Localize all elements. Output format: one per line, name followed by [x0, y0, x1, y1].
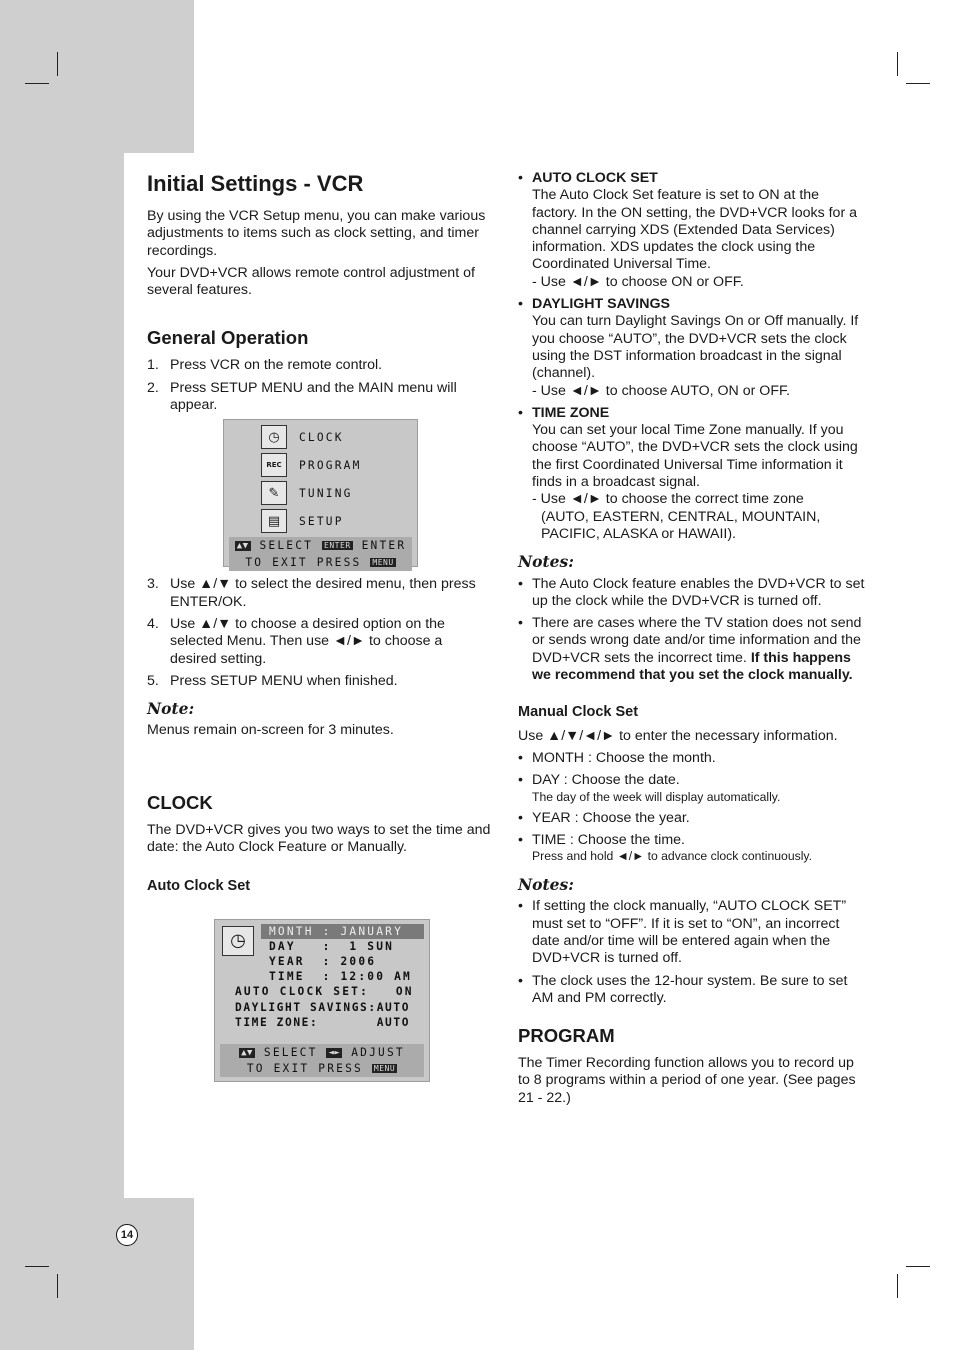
note-emphasis: If this happens we recommend that you set the clock manually.: [532, 649, 853, 684]
bullet: •: [518, 170, 523, 186]
margin-band-top: [0, 0, 194, 153]
clock-setup-screen: [214, 919, 430, 1082]
manual-clock-heading: Manual Clock Set: [518, 704, 639, 721]
step-text: Press SETUP MENU and the MAIN menu will appear.: [170, 379, 457, 414]
crop-mark: [25, 83, 49, 84]
year-row: YEAR : 2006: [269, 955, 377, 969]
crop-mark: [897, 1274, 898, 1298]
note-text: The clock uses the 12-hour system. Be sure to set AM and PM correctly.: [532, 972, 848, 1006]
notes-list: [518, 576, 868, 685]
manual-list: [518, 750, 868, 864]
settings-list: [518, 170, 868, 543]
updown-arrows-icon: ▲▼: [236, 541, 249, 552]
bullet: •: [518, 749, 523, 766]
help-text: ENTER: [352, 539, 407, 553]
note-text: The Auto Clock feature enables the DVD+VCR to set up the clock while the DVD+VCR is turned off.: [532, 575, 865, 609]
program-heading: PROGRAM: [518, 1025, 615, 1047]
help-text: SELECT: [254, 1046, 327, 1060]
day-row: DAY : 1 SUN: [269, 939, 395, 953]
clock-icon: ◷: [222, 926, 254, 956]
main-menu-screen: [223, 419, 418, 567]
menu-item-label: SETUP: [299, 514, 344, 528]
setting-item: [518, 405, 868, 543]
clock-icon: ◷: [261, 425, 287, 449]
bullet: •: [518, 831, 523, 848]
menu-item-clock: [224, 423, 417, 451]
bullet: •: [518, 296, 523, 313]
menu-item-label: PROGRAM: [299, 458, 362, 472]
enter-key-label: ENTER: [324, 541, 351, 551]
setting-use: - Use ◄/► to choose ON or OFF.: [532, 273, 744, 290]
manual-subtext: The day of the week will display automatically.: [532, 789, 781, 804]
step-number: 1.: [147, 357, 159, 374]
step-item: [147, 576, 492, 611]
help-text: TO EXIT PRESS: [246, 1062, 372, 1076]
bullet: •: [518, 575, 523, 592]
menu-item-label: TUNING: [299, 486, 353, 500]
manual-text: MONTH : Choose the month.: [532, 749, 716, 766]
manual-item: [518, 772, 868, 804]
manual-item: [518, 750, 868, 767]
manual-text: DAY : Choose the date.: [532, 772, 680, 789]
setting-use: - Use ◄/► to choose AUTO, ON or OFF.: [532, 382, 791, 399]
crop-mark: [906, 1266, 930, 1267]
setting-extra: (AUTO, EASTERN, CENTRAL, MOUNTAIN, PACIFIC, ALASKA or HAWAII).: [541, 508, 821, 542]
step-number: 5.: [147, 672, 159, 689]
intro-paragraph: By using the VCR Setup menu, you can make various adjustments to items such as clock setting, and timer recordings.: [147, 208, 486, 259]
margin-band-bottom: [0, 1198, 194, 1350]
bullet: •: [518, 615, 523, 632]
step-number: 2.: [147, 379, 159, 396]
setting-item: [518, 296, 868, 400]
setup-icon: ▤: [261, 509, 287, 533]
help-line: [220, 1061, 424, 1076]
crop-mark: [25, 1266, 49, 1267]
crop-mark: [897, 52, 898, 76]
step-item: [147, 380, 492, 415]
bullet: •: [518, 898, 523, 915]
setting-item: [518, 170, 868, 291]
right-column: [518, 170, 868, 1112]
menu-help-bar: [229, 537, 412, 570]
program-text: The Timer Recording function allows you to record up to 8 programs within a period of one year. (See pages 21 - 22.): [518, 1055, 856, 1106]
setting-use: - Use ◄/► to choose the correct time zone: [532, 491, 804, 508]
intro-paragraph: Your DVD+VCR allows remote control adjustment of several features.: [147, 264, 475, 299]
auto-clock-row: AUTO CLOCK SET: ON: [235, 985, 414, 999]
menu-item-label: CLOCK: [299, 430, 344, 444]
step-text: Press VCR on the remote control.: [170, 357, 383, 374]
help-text: TO EXIT PRESS: [245, 555, 371, 569]
step-item: [147, 357, 492, 374]
time-row: TIME : 12:00 AM: [269, 970, 412, 984]
leftright-arrows-icon: ◄►: [328, 1048, 341, 1059]
tuning-icon: ✎: [261, 481, 287, 505]
manual-text: TIME : Choose the time.: [532, 831, 685, 848]
manual-item: [518, 832, 868, 864]
notes-heading: Notes:: [518, 875, 574, 895]
steps-list: [147, 576, 492, 690]
menu-key-label: MENU: [372, 557, 394, 567]
clock-heading: CLOCK: [147, 791, 213, 813]
margin-band-side: [0, 153, 124, 1198]
manual-text: YEAR : Choose the year.: [532, 809, 690, 826]
setting-body: You can set your local Time Zone manually. If you choose “AUTO”, the DVD+VCR sets the clock using the first Coordinated Universal Time information it finds in a broadcast signal.: [532, 422, 858, 491]
note-heading: Note:: [147, 699, 195, 719]
bullet: •: [518, 772, 523, 789]
crop-mark: [57, 1274, 58, 1298]
setting-title: TIME ZONE: [532, 404, 610, 421]
clock-help-bar: [220, 1044, 424, 1077]
help-text: ADJUST: [342, 1046, 405, 1060]
updown-arrows-icon: ▲▼: [241, 1048, 253, 1059]
record-icon: REC: [261, 453, 287, 477]
note-item: [518, 973, 868, 1008]
note-text: Menus remain on-screen for 3 minutes.: [147, 722, 394, 739]
bullet: •: [518, 404, 523, 421]
notes-list: [518, 898, 868, 1007]
help-line: [229, 555, 412, 570]
step-text: Press SETUP MENU when finished.: [170, 672, 398, 689]
month-row: MONTH : JANUARY: [261, 924, 424, 939]
bullet: •: [518, 809, 523, 826]
help-line: [220, 1045, 424, 1061]
daylight-row: DAYLIGHT SAVINGS:AUTO: [235, 1000, 411, 1014]
note-item: [518, 615, 868, 684]
notes-heading: Notes:: [518, 552, 574, 572]
crop-mark: [57, 52, 58, 76]
help-text: SELECT: [250, 539, 323, 553]
note-text: If setting the clock manually, “AUTO CLOCK SET” must set to “OFF”. If it is set to “ON”, an incorrect date and/or time will be entered again when the DVD+VCR is turned off.: [532, 898, 847, 967]
crop-mark: [906, 83, 930, 84]
step-item: [147, 673, 492, 690]
left-column: [147, 170, 492, 1082]
auto-clock-heading: Auto Clock Set: [147, 878, 251, 895]
setting-body: You can turn Daylight Savings On or Off manually. If you choose “AUTO”, the DVD+VCR sets the clock using the DST information broadcast in the signal (channel).: [532, 313, 859, 382]
step-text: Use ▲/▼ to select the desired menu, then press ENTER/OK.: [170, 576, 476, 610]
time-zone-row: TIME ZONE: AUTO: [235, 1015, 411, 1029]
menu-item-program: [224, 451, 417, 479]
manual-subtext: Press and hold ◄/► to advance clock continuously.: [532, 849, 812, 864]
note-text: There are cases where the TV station does not send or sends wrong date and/or time information and the DVD+VCR sets the incorrect time.: [532, 615, 862, 666]
help-line: [229, 538, 412, 554]
menu-key-label: MENU: [373, 1064, 396, 1074]
note-item: [518, 898, 868, 967]
step-number: 4.: [147, 615, 159, 632]
note-item: [518, 576, 868, 611]
step-number: 3.: [147, 576, 159, 593]
step-text: Use ▲/▼ to choose a desired option on the selected Menu. Then use ◄/► to choose a desired setting.: [170, 615, 445, 667]
menu-item-tuning: [224, 479, 417, 507]
general-operation-heading: General Operation: [147, 327, 309, 349]
page-number: 14: [116, 1224, 138, 1246]
menu-item-setup: [224, 507, 417, 535]
setting-body: The Auto Clock Set feature is set to ON at the factory. In the ON setting, the DVD+VCR looks for a channel carrying XDS (Extended Data Services) information. XDS updates the clock using the Coordinated Universal Time.: [532, 187, 858, 273]
setting-title: AUTO CLOCK SET: [532, 170, 658, 186]
steps-list: [147, 357, 492, 414]
setting-title: DAYLIGHT SAVINGS: [532, 296, 670, 313]
manual-item: [518, 810, 868, 827]
manual-intro: Use ▲/▼/◄/► to enter the necessary information.: [518, 727, 838, 744]
step-item: [147, 616, 492, 668]
page-title: Initial Settings - VCR: [147, 171, 364, 196]
bullet: •: [518, 972, 523, 989]
clock-intro: The DVD+VCR gives you two ways to set the time and date: the Auto Clock Feature or Manually.: [147, 821, 491, 856]
